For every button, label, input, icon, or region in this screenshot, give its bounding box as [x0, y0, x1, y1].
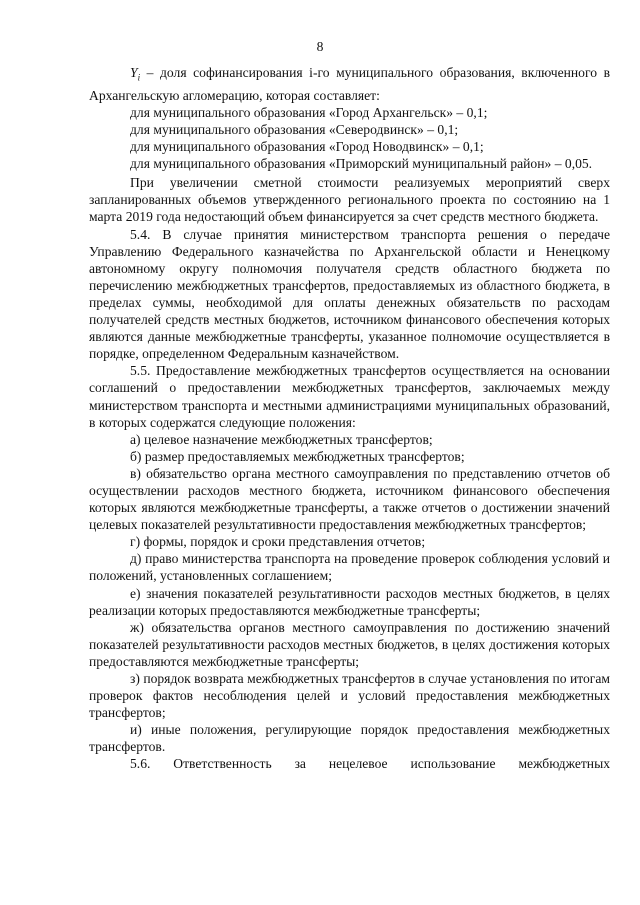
page-number: 8: [316, 39, 324, 54]
list-item: з) порядок возврата межбюджетных трансфертов в случае установления по итогам проверок фактов несоблюдения целей и условий предоставления межбюджетных трансфертов;: [89, 671, 610, 721]
paragraph-5-6: 5.6. Ответственность за нецелевое использование межбюджетных: [130, 756, 610, 772]
list-item: д) право министерства транспорта на проведение проверок соблюдения условий и положений, установленных соглашением;: [89, 551, 610, 584]
list-item: и) иные положения, регулирующие порядок предоставления межбюджетных трансфертов.: [89, 722, 610, 755]
paragraph: При увеличении сметной стоимости реализуемых мероприятий сверх запланированных объемов утвержденного регионального проекта по состоянию на 1 марта 2019 года недостающий объем финансируется за счет средств местного бюджета.: [89, 175, 610, 225]
list-item: для муниципального образования «Город Новодвинск» – 0,1;: [130, 139, 484, 155]
variable-subscript: i: [137, 72, 141, 83]
list-item: б) размер предоставляемых межбюджетных трансфертов;: [130, 448, 465, 464]
list-item: для муниципального образования «Город Архангельск» – 0,1;: [130, 104, 488, 120]
list-item: а) целевое назначение межбюджетных трансфертов;: [130, 431, 433, 447]
paragraph-5-5: 5.5. Предоставление межбюджетных трансфертов осуществляется на основании соглашений о предоставлении межбюджетных трансфертов, заключаемых между министерством транспорта и местными администрациями муниципальных образований, в которых содержатся следующие положения:: [89, 363, 610, 430]
list-item: для муниципального образования «Северодвинск» – 0,1;: [130, 122, 459, 137]
list-item: ж) обязательства органов местного самоуправления по достижению значений показателей результативности расходов местных бюджетов, в целях достижения которых предоставляются межбюджетные трансферты;: [89, 619, 610, 669]
list-item: е) значения показателей результативности расходов местных бюджетов, в целях реализации которых предоставляются межбюджетные трансферты;: [89, 585, 610, 618]
list-item: г) формы, порядок и сроки представления отчетов;: [130, 534, 426, 550]
paragraph-yi-definition: [89, 64, 610, 104]
paragraph-text: – доля софинансирования i-го муниципального образования, включенного в Архангельскую агломерацию, которая составляет:: [89, 65, 610, 103]
list-item: в) обязательство органа местного самоуправления по представлению отчетов об осуществлении расходов местного бюджета, источником финансового обеспечения которых являются межбюджетные трансферты, а также отчетов о достижении значений целевых показателей результативности предоставления межбюджетных трансфертов;: [89, 465, 610, 533]
variable-y: Y: [130, 65, 138, 80]
document-body: [89, 64, 610, 773]
list-item: для муниципального образования «Приморский муниципальный район» – 0,05.: [130, 156, 593, 172]
paragraph-5-4: 5.4. В случае принятия министерством транспорта решения о передаче Управлению Федерального казначейства по Архангельской области и Ненецкому автономному округу полномочия получателя средств областного бюджета по перечислению межбюджетных трансфертов, предоставляемых из областного бюджета, в пределах суммы, необходимой для оплаты денежных обязательств по расходам получателей средств местных бюджетов, источником финансового обеспечения которых являются данные межбюджетные трансферты, указанное полномочие осуществляется в порядке, определенном Федеральным казначейством.: [89, 226, 610, 362]
